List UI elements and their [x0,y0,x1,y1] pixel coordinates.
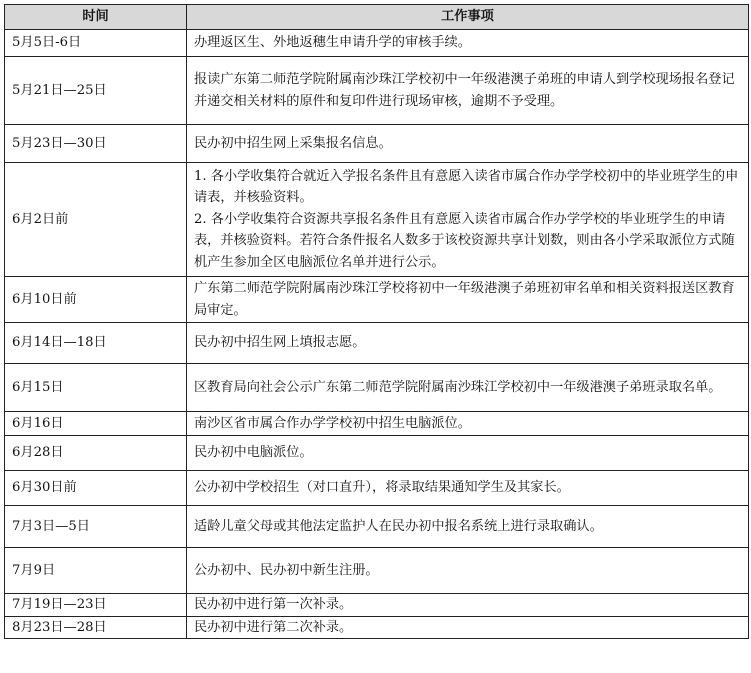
table-row [5,471,749,506]
work-item-text: 民办初中进行第二次补录。 [194,619,353,635]
work-item-text: 民办初中招生网上填报志愿。 [194,335,366,351]
table-row [5,412,749,436]
work-item-text: 民办初中招生网上采集报名信息。 [194,135,392,151]
work-cell [187,163,749,277]
table-row [5,506,749,548]
time-cell: 6月28日 [5,436,187,471]
time-cell: 6月15日 [5,364,187,412]
time-cell: 7月3日—5日 [5,506,187,548]
work-item-text: 1. 各小学收集符合就近入学报名条件且有意愿入读省市属合作办学学校初中的毕业班学生的申请表，并核验资料。 [194,168,739,206]
table-row [5,364,749,412]
time-cell: 6月16日 [5,412,187,436]
work-cell [187,506,749,548]
work-item-text: 公办初中学校招生（对口直升），将录取结果通知学生及其家长。 [194,480,570,496]
work-cell [187,548,749,594]
work-cell [187,436,749,471]
work-cell [187,616,749,639]
table-row [5,436,749,471]
time-cell: 6月30日前 [5,471,187,506]
table-row [5,616,749,639]
time-cell: 7月9日 [5,548,187,594]
time-cell: 5月5日-6日 [5,30,187,57]
work-item-text: 2. 各小学收集符合资源共享报名条件且有意愿入读省市属合作办学学校的毕业班学生的申请表，并核验资料。若符合条件报名人数多于该校资源共享计划数，则由各小学采取派位方式随机产生参加全区电脑派位名单并进行公示。 [194,211,735,270]
header-work: 工作事项 [187,5,749,30]
work-cell [187,277,749,323]
work-item-text: 南沙区省市属合作办学学校初中招生电脑派位。 [194,415,471,431]
time-cell: 6月2日前 [5,163,187,277]
work-item-text: 民办初中电脑派位。 [194,445,313,461]
table-row [5,277,749,323]
work-item-text: 报读广东第二师范学院附属南沙珠江学校初中一年级港澳子弟班的申请人到学校现场报名登记并递交相关材料的原件和复印件进行现场审核，逾期不予受理。 [194,72,735,109]
work-item-text: 适龄儿童父母或其他法定监护人在民办初中报名系统上进行录取确认。 [194,518,603,534]
table-row [5,594,749,617]
time-cell: 8月23日—28日 [5,616,187,639]
table-row [5,57,749,125]
header-row [5,5,749,30]
work-item-text: 广东第二师范学院附属南沙珠江学校将初中一年级港澳子弟班初审名单和相关资料报送区教育局审定。 [194,281,735,318]
table-row [5,323,749,364]
work-item-text: 公办初中、民办初中新生注册。 [194,562,379,578]
time-cell: 6月14日—18日 [5,323,187,364]
header-time: 时间 [5,5,187,30]
work-item-text: 民办初中进行第一次补录。 [194,597,353,612]
work-cell [187,30,749,57]
schedule-table [4,4,749,639]
work-cell [187,594,749,617]
table-body [5,30,749,639]
work-cell [187,57,749,125]
table-row [5,163,749,277]
time-cell: 5月23日—30日 [5,125,187,163]
work-item-text: 区教育局向社会公示广东第二师范学院附属南沙珠江学校初中一年级港澳子弟班录取名单。 [194,379,722,395]
work-cell [187,323,749,364]
table-row [5,125,749,163]
table-row [5,30,749,57]
table-row [5,548,749,594]
work-cell [187,364,749,412]
time-cell: 7月19日—23日 [5,594,187,617]
work-item-text: 办理返区生、外地返穗生申请升学的审核手续。 [194,35,471,51]
work-cell [187,412,749,436]
time-cell: 5月21日—25日 [5,57,187,125]
work-cell [187,125,749,163]
work-cell [187,471,749,506]
time-cell: 6月10日前 [5,277,187,323]
